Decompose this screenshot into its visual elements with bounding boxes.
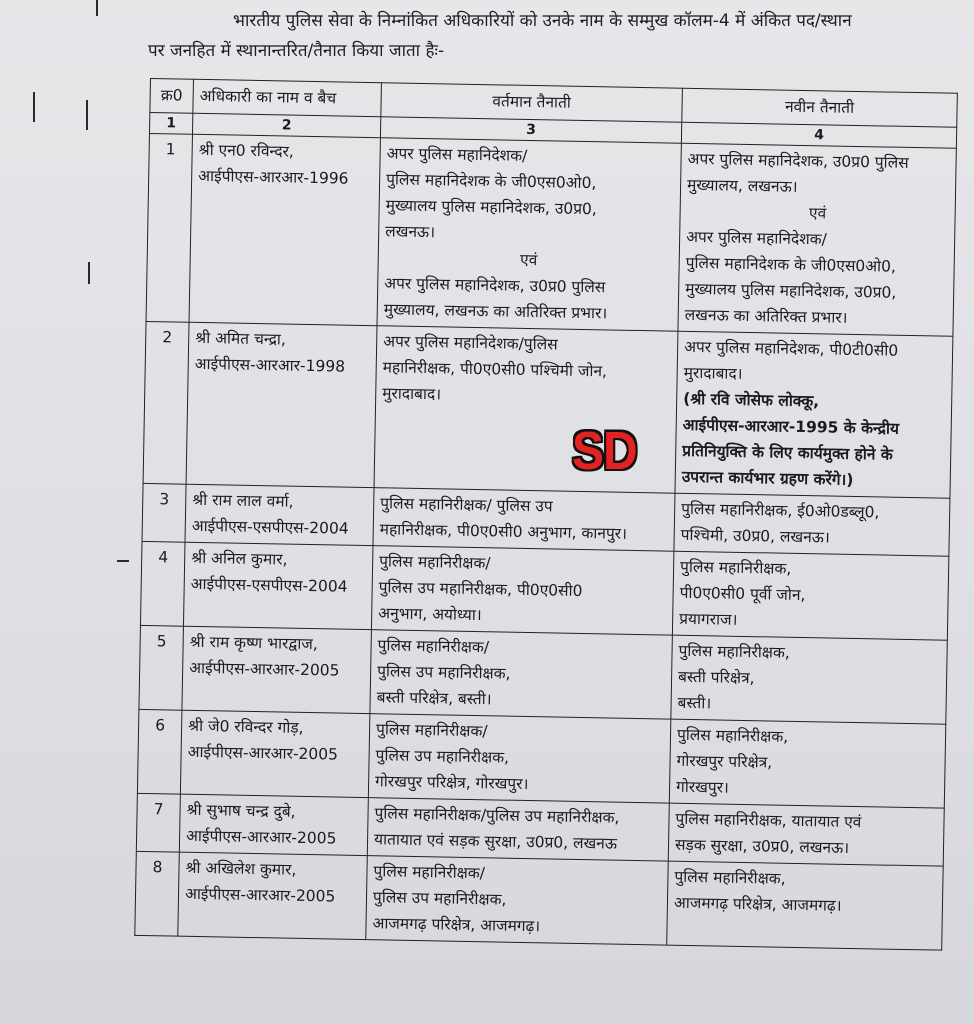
column-number: 1 (149, 113, 192, 135)
new-posting-line: लखनऊ का अतिरिक्त प्रभार। (684, 305, 848, 327)
officer-line: आईपीएस-आरआर-1996 (198, 166, 349, 188)
serial-cell: 1 (146, 133, 192, 322)
sd-stamp: SD (572, 421, 637, 482)
new-posting-line: बस्ती परिक्षेत्र, (677, 667, 755, 688)
new-posting-note-line: आईपीएस-आरआर-1995 के केन्द्रीय (682, 415, 900, 438)
new-posting-line: पुलिस महानिरीक्षक, (678, 641, 790, 662)
officer-line: आईपीएस-आरआर-2005 (187, 742, 339, 764)
column-number: 4 (681, 122, 956, 148)
table-row (137, 709, 945, 808)
new-posting-note-line: उपरान्त कार्यभार ग्रहण करेंगे।) (681, 467, 854, 489)
header-new-posting: नवीन तैनाती (682, 88, 958, 127)
new-posting-line: पुलिस महानिदेशक के जी0एस0ओ0, (685, 253, 897, 276)
header-name: अधिकारी का नाम व बैच (193, 79, 382, 116)
new-posting-cell (672, 551, 948, 640)
current-posting-line: महानिरीक्षक, पी0ए0सी0 पश्चिमी जोन, (382, 358, 608, 381)
current-posting-line: मुरादाबाद। (382, 384, 442, 404)
new-posting-line: पुलिस महानिरीक्षक, यातायात एवं (675, 809, 862, 832)
new-posting-line: गोरखपुर। (675, 777, 730, 797)
new-posting-cell (674, 493, 950, 556)
current-posting-line: मुख्यालय पुलिस महानिदेशक, उ0प्र0, (385, 196, 597, 219)
new-posting-line: मुरादाबाद। (683, 363, 743, 383)
officer-line: श्री राम कृष्ण भारद्वाज, (189, 632, 318, 654)
new-posting-cell (668, 803, 944, 866)
officer-name-cell (182, 626, 372, 713)
header-current-posting: वर्तमान तैनाती (381, 83, 683, 123)
officer-line: श्री जे0 रविन्दर गोड़, (187, 716, 304, 737)
serial-cell: 2 (143, 321, 189, 484)
officer-line: आईपीएस-आरआर-1998 (194, 354, 346, 376)
officer-name-cell (189, 134, 380, 325)
officer-name-cell (186, 322, 377, 487)
current-posting-line: अपर पुलिस महानिदेशक/पुलिस (383, 332, 558, 354)
officer-name-cell (185, 484, 374, 545)
new-posting-cell (671, 635, 947, 724)
margin-mark (33, 92, 35, 122)
current-posting-line: पुलिस उप महानिरीक्षक, (372, 888, 507, 909)
intro-line-2: पर जनहित में स्थानान्तरित/तैनात किया जाता हैः- (148, 41, 445, 61)
current-posting-cell (373, 488, 675, 552)
serial-cell: 4 (140, 541, 185, 626)
table-row (146, 133, 956, 336)
transfer-table (134, 78, 958, 951)
new-posting-line: अपर पुलिस महानिदेशक, उ0प्र0 पुलिस (687, 149, 909, 172)
current-posting-cell (377, 138, 681, 331)
margin-mark (96, 0, 98, 16)
new-posting-cell (669, 719, 945, 808)
current-posting-line: पुलिस महानिदेशक के जी0एस0ओ0, (386, 170, 597, 193)
current-posting-cell (366, 856, 668, 946)
current-posting-line: पुलिस उप महानिरीक्षक, (377, 662, 511, 683)
current-posting-line: मुख्यालय, लखनऊ का अतिरिक्त प्रभार। (383, 300, 608, 323)
officer-line: श्री एन0 रविन्दर, (198, 140, 294, 161)
new-posting-line: पुलिस महानिरीक्षक, (674, 867, 786, 888)
new-posting-line: मुख्यालय पुलिस महानिदेशक, उ0प्र0, (685, 279, 897, 302)
serial-cell: 6 (137, 709, 182, 794)
new-posting-line: अपर पुलिस महानिदेशक, पी0टी0सी0 (683, 337, 899, 360)
margin-mark (117, 560, 129, 562)
current-posting-line: यातायात एवं सड़क सुरक्षा, उ0प्र0, लखनऊ (373, 830, 618, 853)
current-posting-line: आजमगढ़ परिक्षेत्र, आजमगढ़। (372, 914, 541, 936)
table-row (135, 851, 943, 950)
new-posting-line: एवं (808, 204, 827, 223)
new-posting-line: आजमगढ़ परिक्षेत्र, आजमगढ़। (673, 893, 842, 915)
current-posting-line: पुलिस महानिरीक्षक/ (379, 552, 491, 573)
new-posting-cell (667, 861, 943, 950)
column-number: 2 (192, 113, 380, 137)
current-posting-cell (371, 546, 673, 636)
current-posting-line: अपर पुलिस महानिदेशक/ (386, 144, 528, 165)
current-posting-line: अपर पुलिस महानिदेशक, उ0प्र0 पुलिस (384, 274, 606, 297)
margin-mark (86, 100, 88, 130)
officer-line: आईपीएस-आरआर-2005 (189, 658, 340, 680)
intro-paragraph (148, 6, 968, 66)
current-posting-line: पुलिस महानिरीक्षक/पुलिस उप महानिरीक्षक, (374, 804, 620, 827)
current-posting-line: गोरखपुर परिक्षेत्र, गोरखपुर। (374, 772, 529, 794)
current-posting-line: पुलिस उप महानिरीक्षक, (375, 746, 510, 767)
new-posting-line: पुलिस महानिरीक्षक, (679, 557, 792, 578)
new-posting-note-line: प्रतिनियुक्ति के लिए कार्यमुक्त होने के (682, 441, 893, 464)
margin-mark (88, 262, 90, 284)
current-posting-line: पुलिस उप महानिरीक्षक, पी0ए0सी0 (378, 578, 583, 601)
intro-line-1: भारतीय पुलिस सेवा के निम्नांकित अधिकारियों को उनके नाम के सम्मुख कॉलम-4 में अंकित पद/स्थान (233, 11, 852, 31)
new-posting-cell (678, 143, 956, 336)
officer-name-cell (179, 794, 368, 855)
new-posting-line: अपर पुलिस महानिदेशक/ (686, 227, 828, 249)
new-posting-line: बस्ती। (677, 693, 712, 713)
header-serial: क्र0 (150, 79, 194, 114)
officer-name-cell (180, 710, 370, 797)
officer-line: आईपीएस-आरआर-2005 (184, 884, 336, 906)
officer-line: श्री अमित चन्द्रा, (195, 328, 287, 349)
column-number: 3 (380, 117, 681, 144)
current-posting-line: बस्ती परिक्षेत्र, बस्ती। (376, 688, 492, 709)
serial-cell: 7 (136, 793, 180, 852)
current-posting-cell (368, 714, 670, 804)
new-posting-line: प्रयागराज। (679, 609, 738, 629)
table-row (139, 625, 947, 724)
new-posting-line: पुलिस महानिरीक्षक, (676, 725, 789, 746)
officer-line: आईपीएस-एसपीएस-2004 (191, 516, 349, 538)
officer-name-cell (183, 542, 373, 629)
current-posting-line: पुलिस महानिरीक्षक/ (375, 720, 488, 741)
table-row (143, 321, 953, 498)
officer-line: आईपीएस-एसपीएस-2004 (190, 574, 348, 596)
current-posting-line: अनुभाग, अयोध्या। (378, 604, 482, 625)
current-posting-line: महानिरीक्षक, पी0ए0सी0 अनुभाग, कानपुर। (379, 520, 628, 543)
officer-line: आईपीएस-आरआर-2005 (185, 826, 337, 848)
serial-cell: 5 (139, 625, 184, 710)
serial-cell: 8 (135, 851, 180, 936)
new-posting-line: गोरखपुर परिक्षेत्र, (676, 751, 773, 772)
current-posting-line: पुलिस महानिरीक्षक/ (373, 862, 486, 883)
current-posting-cell (367, 798, 669, 862)
new-posting-line: सड़क सुरक्षा, उ0प्र0, लखनऊ। (674, 835, 850, 857)
current-posting-line: पुलिस महानिरीक्षक/ पुलिस उप (380, 494, 553, 516)
officer-line: श्री सुभाष चन्द्र दुबे, (186, 800, 296, 821)
current-posting-line: पुलिस महानिरीक्षक/ (377, 636, 490, 657)
new-posting-cell (675, 331, 953, 498)
new-posting-line: पुलिस महानिरीक्षक, ई0ओ0डब्लू0, (681, 499, 880, 522)
serial-cell: 3 (142, 483, 186, 542)
officer-line: श्री अखिलेश कुमार, (185, 858, 297, 879)
officer-line: श्री अनिल कुमार, (191, 548, 288, 569)
officer-line: श्री राम लाल वर्मा, (192, 490, 294, 511)
new-posting-line: पश्चिमी, उ0प्र0, लखनऊ। (680, 525, 830, 547)
new-posting-note-line: (श्री रवि जोसेफ लोक्कू, (683, 389, 820, 411)
officer-name-cell (178, 852, 368, 939)
current-posting-line: लखनऊ। (385, 222, 436, 242)
current-posting-line: एवं (519, 250, 538, 270)
new-posting-line: मुख्यालय, लखनऊ। (686, 175, 798, 196)
current-posting-cell (370, 630, 672, 720)
table-row (140, 541, 948, 640)
new-posting-line: पी0ए0सी0 पूर्वी जोन, (679, 583, 806, 605)
